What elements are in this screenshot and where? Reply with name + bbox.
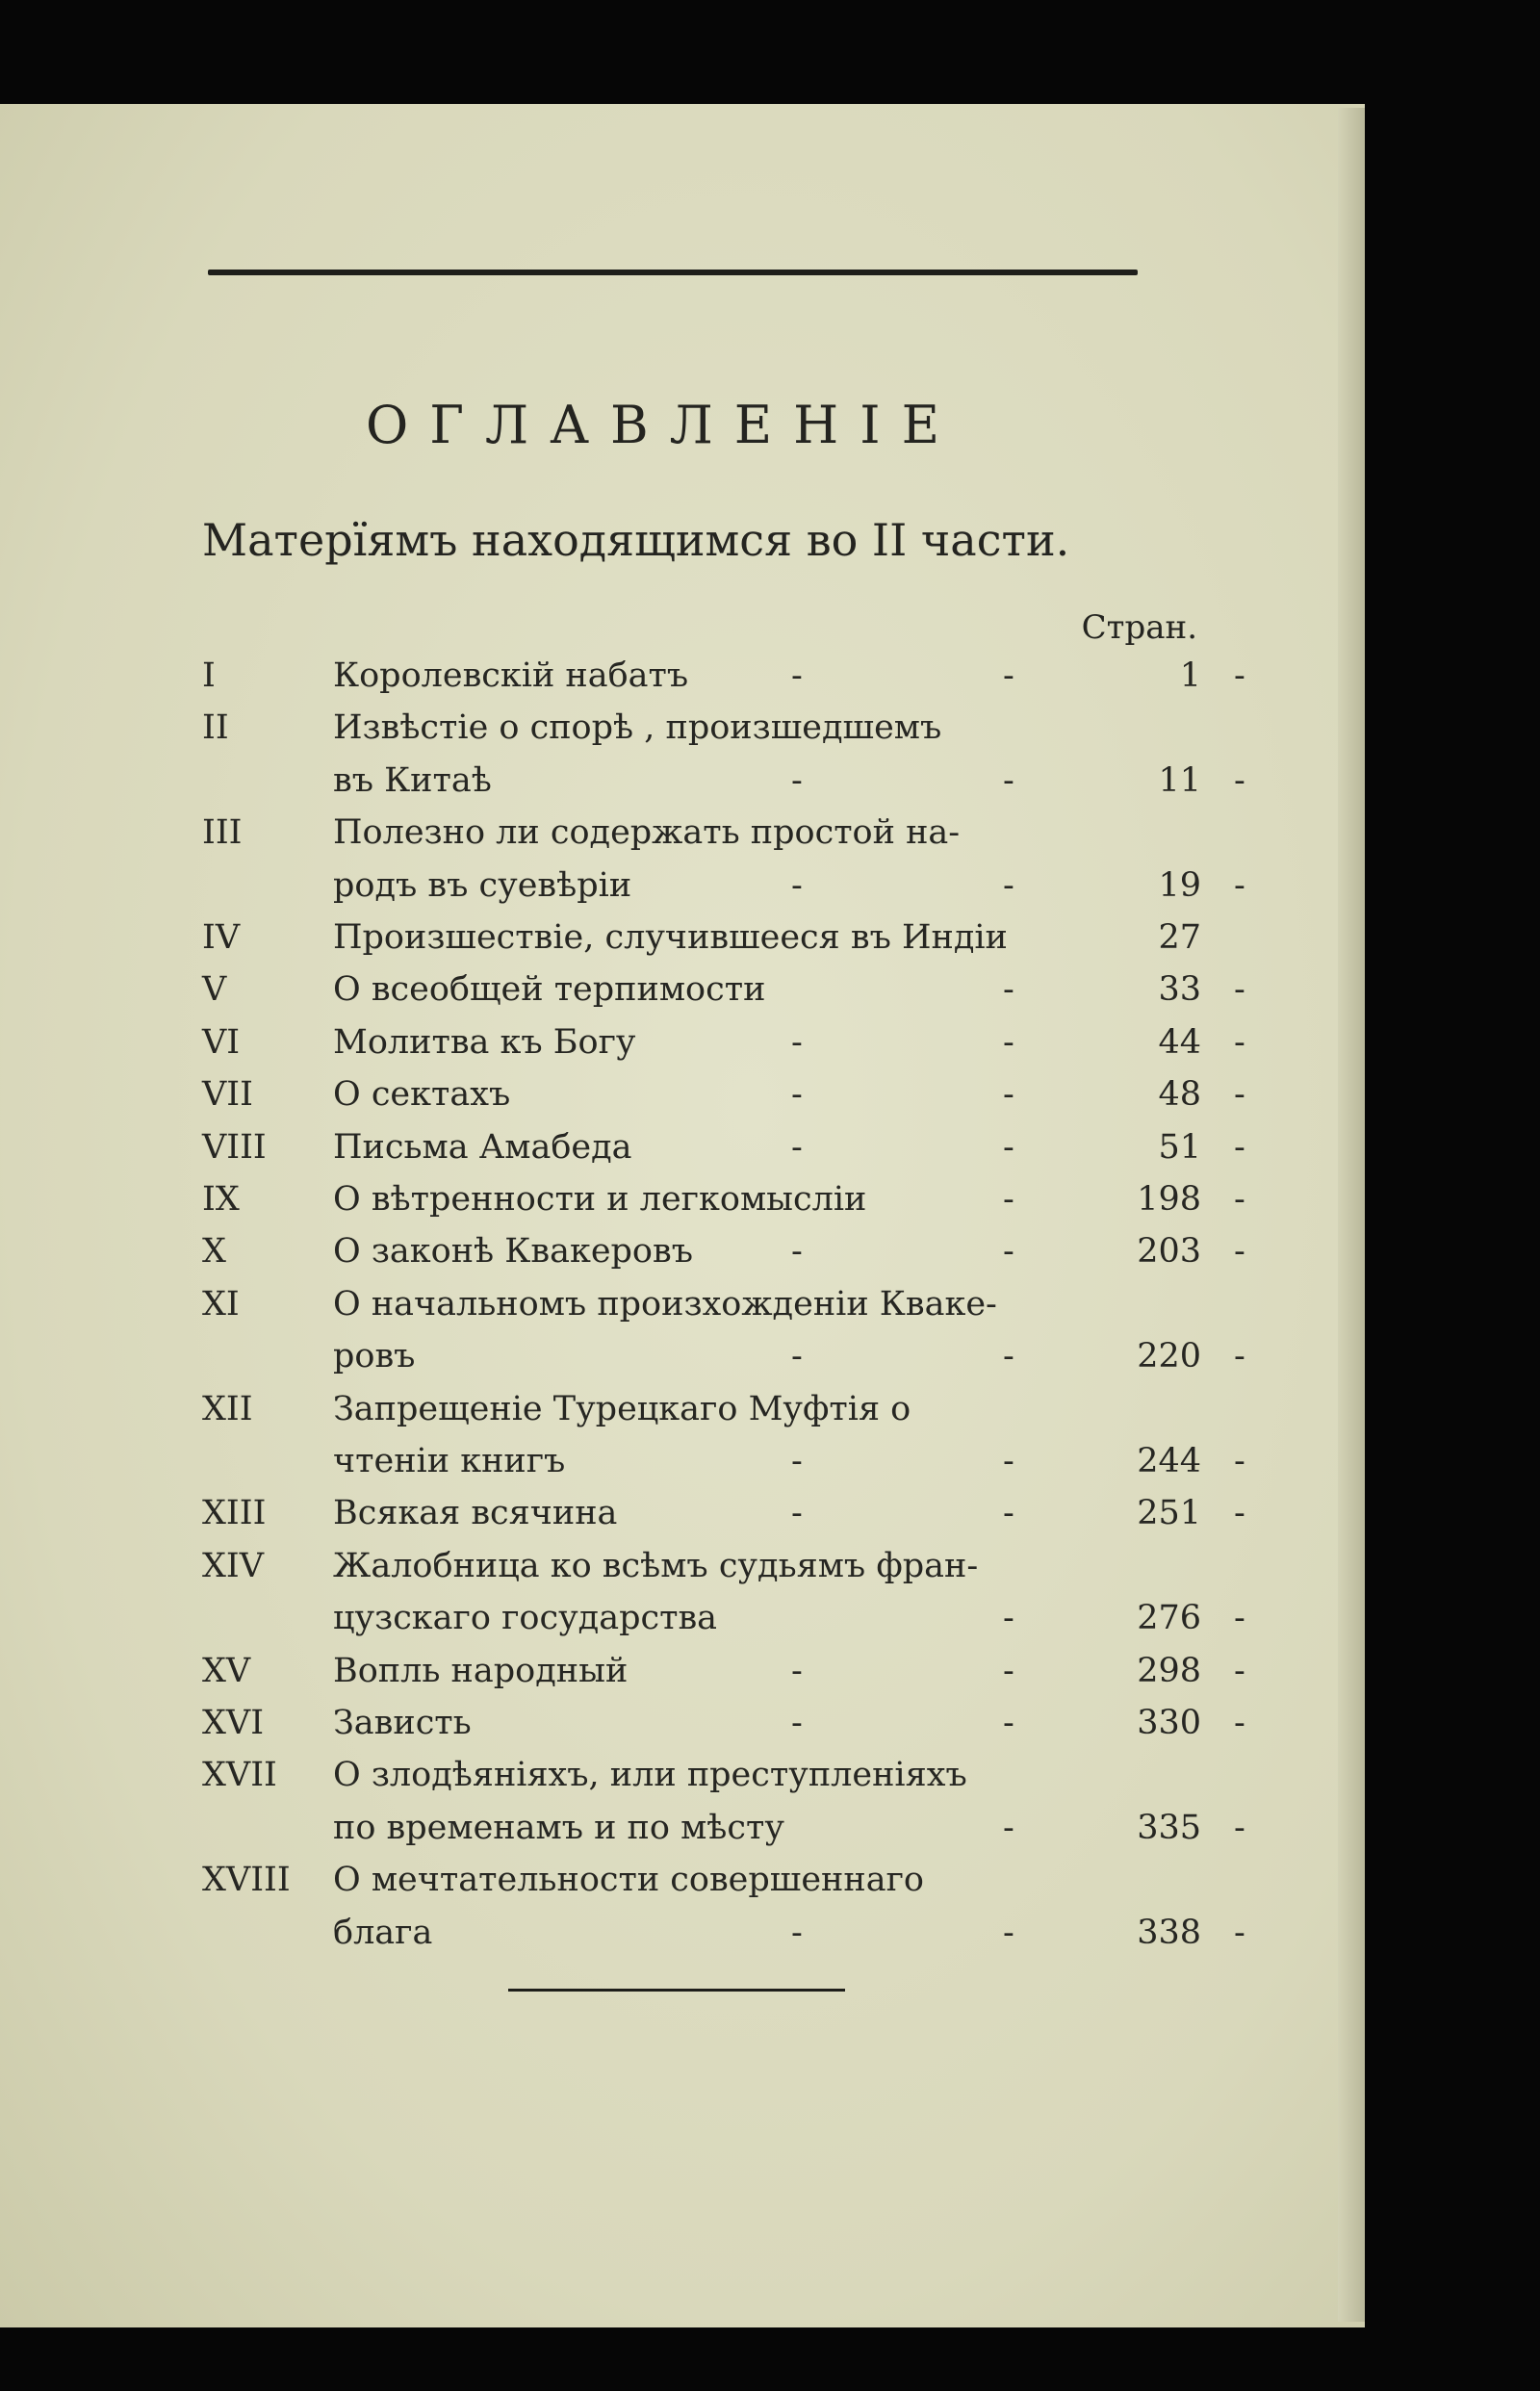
leader-dash: - — [1234, 656, 1245, 695]
toc-line — [202, 970, 1245, 1022]
toc-page-number: 330 — [1137, 1704, 1201, 1742]
toc-entry-title: О мечтательности совершеннаго — [333, 1861, 924, 1900]
leader-dash: - — [791, 1913, 803, 1952]
toc-page-number: 298 — [1137, 1651, 1201, 1690]
toc-line — [202, 1599, 1245, 1651]
toc-entry-title: Письма Амабеда — [333, 1127, 632, 1167]
toc-line — [202, 1442, 1245, 1494]
leader-dash: - — [1003, 760, 1014, 800]
leader-dash: - — [791, 1127, 803, 1167]
toc-entry-number: X — [202, 1232, 226, 1272]
toc-entry-number: V — [202, 970, 227, 1010]
toc-entry-title: Вопль народный — [333, 1651, 629, 1690]
toc-line — [202, 1547, 1194, 1599]
leader-dash: - — [1003, 1494, 1014, 1533]
leader-dash: - — [1003, 970, 1014, 1010]
toc-page-number: 203 — [1137, 1232, 1201, 1272]
toc-line — [202, 1913, 1245, 1966]
leader-dash: - — [1234, 1232, 1245, 1272]
toc-line — [202, 1651, 1245, 1704]
leader-dash: - — [791, 1232, 803, 1272]
toc-page-number: 198 — [1137, 1180, 1201, 1219]
leader-dash: - — [1234, 1599, 1245, 1638]
toc-line — [202, 1756, 1194, 1808]
toc-entry-number: XII — [202, 1389, 253, 1428]
leader-dash: - — [1003, 1599, 1014, 1638]
toc-page-number: 48 — [1158, 1075, 1201, 1115]
leader-dash: - — [791, 1022, 803, 1062]
toc-page-number: 335 — [1137, 1808, 1201, 1847]
toc-line — [202, 1022, 1245, 1075]
leader-dash: - — [791, 1494, 803, 1533]
toc-line — [202, 1494, 1245, 1546]
toc-line — [202, 760, 1245, 813]
leader-dash: - — [1003, 1232, 1014, 1272]
page-column-header: Стран. — [1081, 608, 1197, 647]
toc-entry-title: Королевскій набатъ — [333, 656, 689, 695]
toc-page-number: 19 — [1158, 865, 1201, 905]
leader-dash: - — [791, 1442, 803, 1480]
toc-entry-number: VI — [202, 1022, 241, 1062]
toc-line — [202, 865, 1245, 918]
toc-line — [202, 1390, 1194, 1442]
toc-line — [202, 1285, 1194, 1337]
leader-dash: - — [1234, 1704, 1245, 1742]
toc-page-number: 276 — [1137, 1599, 1201, 1638]
leader-dash: - — [791, 1337, 803, 1376]
toc-line — [202, 1232, 1245, 1284]
toc-line — [202, 813, 1194, 865]
leader-dash: - — [1234, 1494, 1245, 1533]
toc-entry-title: Произшествіе, случившееся въ Индіи — [333, 918, 1008, 957]
leader-dash: - — [1003, 1913, 1014, 1952]
leader-dash: - — [791, 656, 803, 695]
toc-entry-title: Извѣстіе о спорѣ , произшедшемъ — [333, 708, 942, 748]
leader-dash: - — [791, 865, 803, 905]
leader-dash: - — [1234, 970, 1245, 1010]
toc-page-number: 1 — [1179, 656, 1201, 695]
leader-dash: - — [791, 1075, 803, 1115]
leader-dash: - — [1003, 1337, 1014, 1376]
leader-dash: - — [1234, 865, 1245, 905]
toc-page-number: 244 — [1137, 1442, 1201, 1480]
leader-dash: - — [1003, 1442, 1014, 1480]
toc-entry-number: III — [202, 813, 243, 853]
toc-page-number: 44 — [1158, 1022, 1201, 1062]
leader-dash: - — [1003, 1022, 1014, 1062]
toc-entry-number: XVI — [202, 1704, 265, 1742]
toc-page-number: 11 — [1158, 760, 1201, 800]
toc-line — [202, 1337, 1245, 1389]
toc-entry-number: IV — [202, 918, 241, 957]
leader-dash: - — [1003, 1180, 1014, 1219]
toc-entry-title: О сектахъ — [333, 1075, 511, 1115]
toc-entry-number: XIII — [202, 1494, 267, 1533]
toc-entry-title: цузскаго государства — [333, 1599, 718, 1638]
leader-dash: - — [1003, 656, 1014, 695]
toc-entry-number: XIV — [202, 1546, 265, 1585]
toc-entry-title: чтеніи книгъ — [333, 1442, 566, 1480]
leader-dash: - — [1234, 1022, 1245, 1062]
leader-dash: - — [1003, 1651, 1014, 1690]
toc-page-number: 51 — [1158, 1127, 1201, 1167]
leader-dash: - — [791, 760, 803, 800]
leader-dash: - — [1234, 1180, 1245, 1219]
toc-entry-number: XI — [202, 1284, 240, 1324]
toc-entry-title: Жалобница ко всѣмъ судьямъ фран- — [333, 1546, 979, 1585]
toc-entry-title: по временамъ и по мѣсту — [333, 1808, 784, 1847]
toc-line — [202, 918, 1201, 970]
toc-entry-title: О злодѣяніяхъ, или преступленіяхъ — [333, 1756, 967, 1795]
toc-entry-title: Запрещеніе Турецкаго Муфтія о — [333, 1389, 911, 1428]
bottom-rule — [508, 1989, 845, 1992]
toc-entry-title: Полезно ли содержать простой на- — [333, 813, 961, 853]
toc-entry-title: ровъ — [333, 1337, 416, 1376]
toc-entry-number: XVII — [202, 1756, 277, 1795]
page-title: ОГЛАВЛЕНІЕ — [366, 395, 961, 455]
toc-entry-title: О вѣтренности и легкомысліи — [333, 1180, 867, 1219]
toc-page-number: 220 — [1137, 1337, 1201, 1376]
leader-dash: - — [1003, 1127, 1014, 1167]
toc-entry-number: VII — [202, 1075, 253, 1115]
toc-entry-title: Зависть — [333, 1704, 472, 1742]
toc-entry-number: I — [202, 656, 216, 695]
toc-entry-number: XVIII — [202, 1861, 291, 1900]
toc-line — [202, 1180, 1245, 1232]
leader-dash: - — [1003, 865, 1014, 905]
page-subtitle: Матерїямъ находящимся во II части. — [202, 514, 1070, 566]
toc-entry-number: IX — [202, 1180, 240, 1219]
toc-page-number: 338 — [1137, 1913, 1201, 1952]
toc-page-number: 27 — [1158, 918, 1201, 957]
toc-entry-title: Молитва къ Богу — [333, 1022, 636, 1062]
toc-entry-number: VIII — [202, 1127, 267, 1167]
toc-line — [202, 1861, 1194, 1913]
toc-line — [202, 1808, 1245, 1861]
toc-entry-title: О всеобщей терпимости — [333, 970, 766, 1010]
leader-dash: - — [1234, 1442, 1245, 1480]
toc-entry-number: XV — [202, 1651, 251, 1690]
toc-line — [202, 1127, 1245, 1180]
toc-entry-title: О законѣ Квакеровъ — [333, 1232, 693, 1272]
toc-page-number: 251 — [1137, 1494, 1201, 1533]
toc-entry-title: родъ въ суевѣріи — [333, 865, 632, 905]
toc-line — [202, 656, 1245, 708]
leader-dash: - — [1234, 1337, 1245, 1376]
toc-page-number: 33 — [1158, 970, 1201, 1010]
leader-dash: - — [791, 1704, 803, 1742]
leader-dash: - — [1234, 760, 1245, 800]
leader-dash: - — [1234, 1075, 1245, 1115]
toc-entry-title: блага — [333, 1913, 433, 1952]
leader-dash: - — [1003, 1075, 1014, 1115]
toc-entry-title: О начальномъ произхожденіи Кваке- — [333, 1284, 997, 1324]
leader-dash: - — [1003, 1704, 1014, 1742]
toc-entry-title: Всякая всячина — [333, 1494, 618, 1533]
leader-dash: - — [1234, 1808, 1245, 1847]
leader-dash: - — [1234, 1913, 1245, 1952]
leader-dash: - — [1003, 1808, 1014, 1847]
leader-dash: - — [791, 1651, 803, 1690]
toc-line — [202, 1075, 1245, 1127]
toc-entry-number: II — [202, 708, 229, 748]
toc-line — [202, 1704, 1245, 1756]
toc-entry-title: въ Китаѣ — [333, 760, 492, 800]
toc-line — [202, 708, 1194, 760]
leader-dash: - — [1234, 1651, 1245, 1690]
leader-dash: - — [1234, 1127, 1245, 1167]
